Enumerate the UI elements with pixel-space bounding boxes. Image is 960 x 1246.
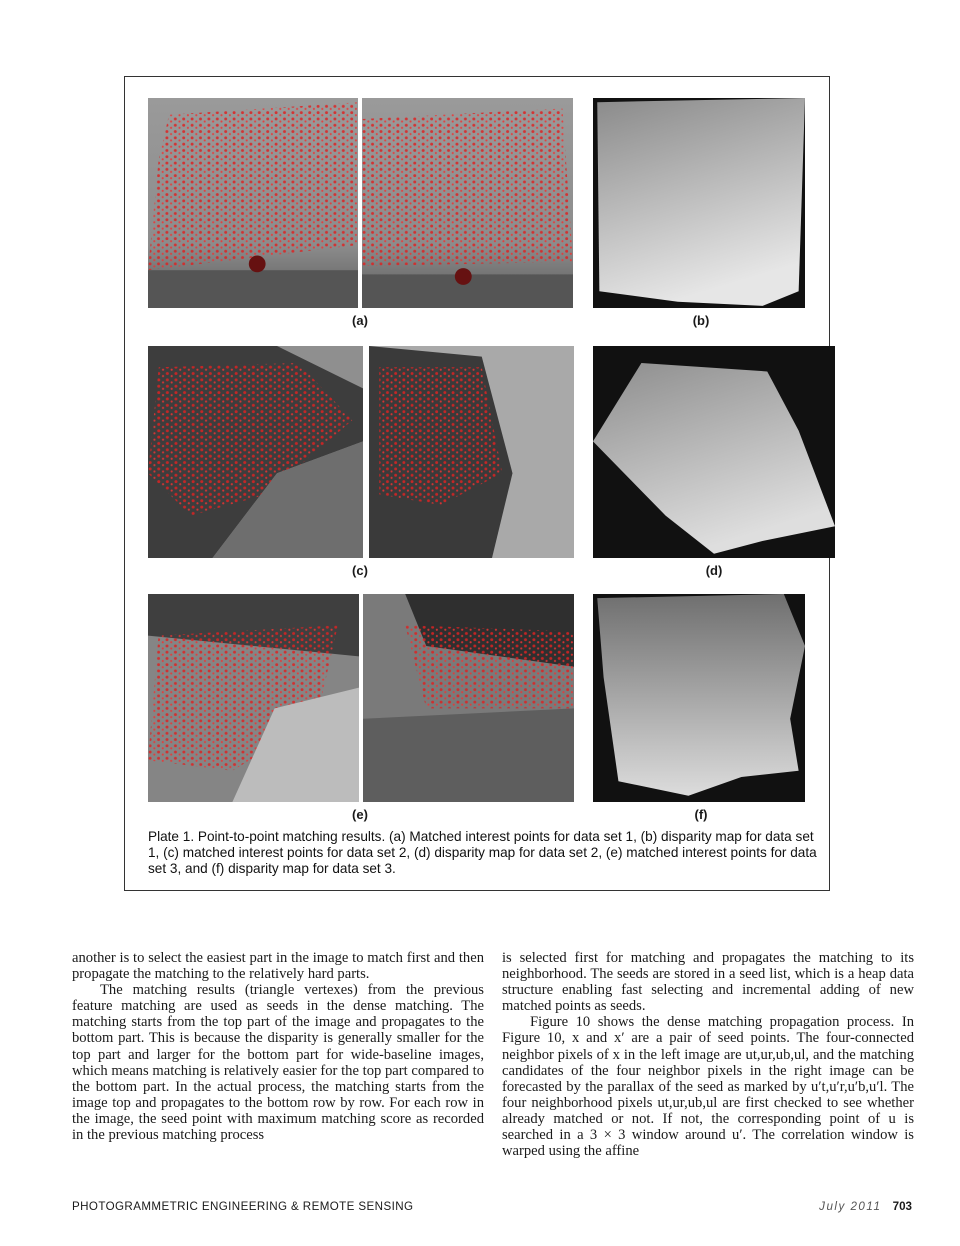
disparity-map-f: [593, 594, 805, 802]
image-a-right: [362, 98, 573, 308]
body-column-right: [502, 950, 914, 1159]
figure-plate: [124, 76, 830, 891]
image-e-right: [363, 594, 574, 802]
image-c-left: [148, 346, 363, 558]
journal-name: PHOTOGRAMMETRIC ENGINEERING & REMOTE SENSING: [72, 1200, 414, 1213]
label-d: (d): [705, 563, 723, 578]
body-column-left: [72, 950, 484, 1143]
page-number: 703: [892, 1200, 912, 1213]
image-a-left: [148, 98, 358, 308]
label-c: (c): [352, 563, 368, 578]
image-c-right: [369, 346, 574, 558]
label-a: (a): [352, 313, 368, 328]
disparity-map-d: [593, 346, 835, 558]
paragraph: another is to select the easiest part in the image to match first and then propagate the matching to the relatively hard parts.: [72, 950, 484, 983]
disparity-map-b: [593, 98, 805, 308]
figure-caption: Plate 1. Point-to-point matching results. (a) Matched interest points for data set 1, (b) disparity map for data set 1, (c) matched interest points for data set 2, (d) disparity map for data set 2, (e) matched interest points for data set 3, and (f) disparity map for data set 3.: [148, 829, 817, 876]
page-footer-right: [819, 1200, 912, 1213]
paragraph: The matching results (triangle vertexes) from the previous feature matching are used as seeds in the dense matching. The matching starts from the top part of the image and propagates to the bottom part. This is because the disparity is generally smaller for the top part and larger for the bottom part for wide-baseline images, which means matching is relatively easier for the top part compared to the bottom part. In the actual process, the matching starts from the image top and propagates to the bottom row by row. For each row in the image, the seed point with maximum matching score as recorded in the previous matching process: [72, 982, 484, 1144]
issue-date: July 2011: [819, 1200, 882, 1213]
image-e-left: [148, 594, 359, 802]
paragraph: is selected first for matching and propagates the matching to its neighborhood. The seeds are stored in a seed list, which is a heap data structure enabling fast selecting and incremental adding of new matched points as seeds.: [502, 950, 914, 1015]
paragraph: Figure 10 shows the dense matching propagation process. In Figure 10, x and x′ are a pair of seed points. The four-connected neighbor pixels of x in the left image are ut,ur,ub,ul, and the matching candidates of the four neighbor pixels in the right image can be forecasted by the parallax of the seed as marked by u′t,u′r,u′b,u′l. The four neighborhood pixels ut,ur,ub,ul are first checked to see whether already matched or not. If not, the corresponding point of u is searched in a 3 × 3 window around u′. The correlation window is warped using the affine: [502, 1014, 914, 1160]
label-f: (f): [694, 807, 708, 822]
label-b: (b): [692, 313, 710, 328]
label-e: (e): [352, 807, 368, 822]
